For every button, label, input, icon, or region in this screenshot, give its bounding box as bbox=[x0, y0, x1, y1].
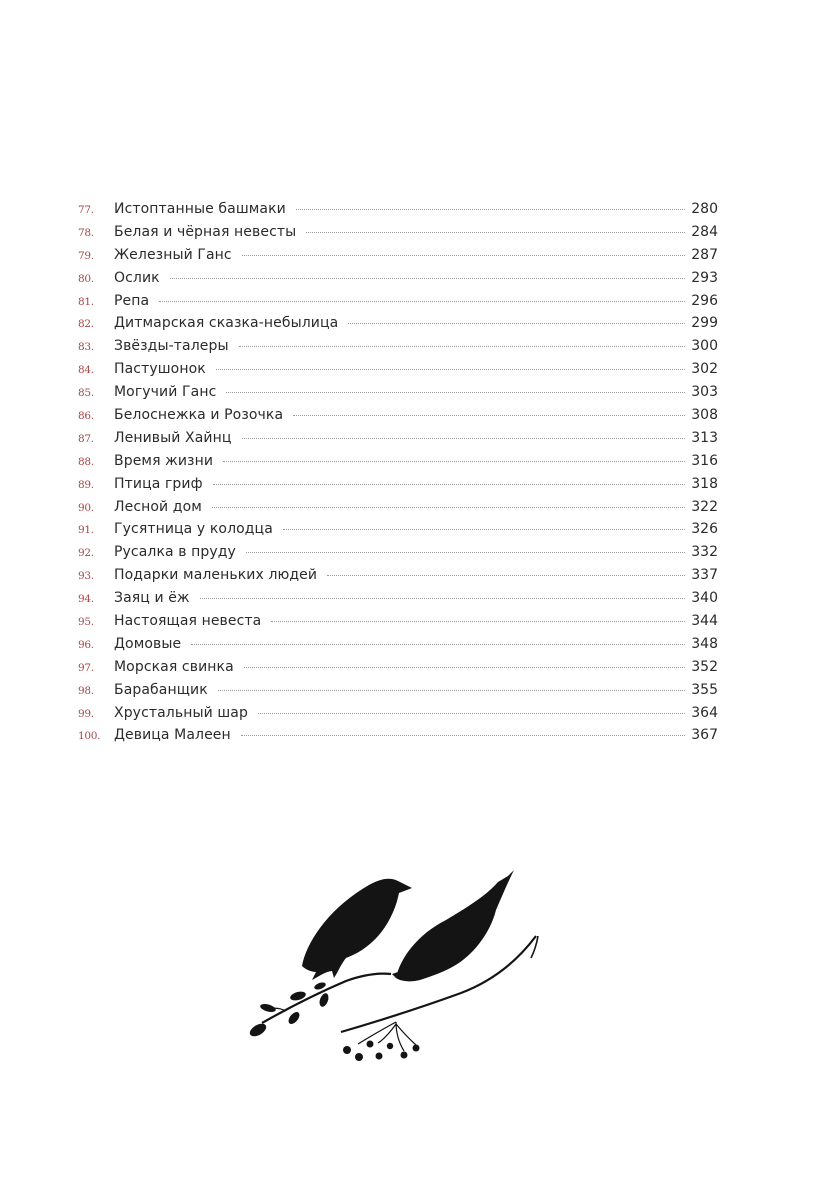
dot-leader bbox=[216, 368, 685, 370]
toc-entry-title: Железный Ганс bbox=[114, 246, 232, 263]
toc-entry[interactable] bbox=[78, 381, 718, 404]
toc-entry-title: Звёзды-талеры bbox=[114, 338, 229, 355]
toc-entry[interactable] bbox=[78, 564, 718, 587]
dot-leader bbox=[218, 689, 686, 691]
toc-entry-page: 326 bbox=[691, 521, 718, 538]
toc-entry-title: Белая и чёрная невесты bbox=[114, 223, 297, 240]
toc-entry[interactable] bbox=[78, 679, 718, 702]
dot-leader bbox=[191, 643, 685, 645]
toc-entry-number: 89. bbox=[78, 478, 94, 491]
dot-leader bbox=[244, 666, 685, 668]
toc-entry-title: Дитмарская сказка-небылица bbox=[114, 315, 339, 332]
toc-entry-number: 96. bbox=[78, 638, 94, 651]
toc-entry-page: 355 bbox=[691, 681, 718, 698]
two-birds-on-branch-icon bbox=[246, 848, 556, 1078]
toc-entry[interactable] bbox=[78, 702, 718, 725]
toc-entry-number: 93. bbox=[78, 570, 94, 583]
toc-entry[interactable] bbox=[78, 518, 718, 541]
toc-entry[interactable] bbox=[78, 633, 718, 656]
dot-leader bbox=[159, 300, 685, 302]
toc-entry-title: Истоптанные башмаки bbox=[114, 201, 286, 217]
toc-entry[interactable] bbox=[78, 267, 718, 290]
toc-entry-number: 99. bbox=[78, 707, 94, 720]
dot-leader bbox=[293, 414, 685, 416]
toc-entry-page: 296 bbox=[691, 292, 718, 309]
toc-entry-page: 308 bbox=[691, 407, 718, 424]
dot-leader bbox=[241, 734, 686, 736]
toc-entry-title: Ленивый Хайнц bbox=[114, 429, 232, 446]
toc-entry-page: 367 bbox=[691, 727, 718, 744]
toc-entry[interactable] bbox=[78, 221, 718, 244]
toc-entry[interactable] bbox=[78, 450, 718, 473]
toc-entry[interactable] bbox=[78, 198, 718, 221]
toc-entry-title: Барабанщик bbox=[114, 681, 208, 698]
toc-entry[interactable] bbox=[78, 473, 718, 496]
toc-entry-number: 81. bbox=[78, 295, 94, 308]
toc-entry[interactable] bbox=[78, 244, 718, 267]
toc-entry-page: 302 bbox=[691, 361, 718, 378]
toc-entry[interactable] bbox=[78, 610, 718, 633]
toc-entry-title: Гусятница у колодца bbox=[114, 521, 273, 538]
toc-entry-page: 284 bbox=[691, 223, 718, 240]
table-of-contents bbox=[78, 198, 718, 747]
toc-entry[interactable] bbox=[78, 335, 718, 358]
toc-entry-page: 318 bbox=[691, 475, 718, 492]
dot-leader bbox=[258, 712, 685, 714]
dot-leader bbox=[271, 620, 685, 622]
toc-entry-number: 98. bbox=[78, 684, 94, 697]
toc-entry-title: Домовые bbox=[114, 635, 182, 652]
toc-entry[interactable] bbox=[78, 427, 718, 450]
toc-entry[interactable] bbox=[78, 312, 718, 335]
toc-entry-number: 97. bbox=[78, 661, 94, 674]
toc-entry-page: 280 bbox=[691, 201, 718, 217]
toc-entry-number: 78. bbox=[78, 226, 94, 239]
dot-leader bbox=[170, 277, 686, 279]
dot-leader bbox=[200, 597, 686, 599]
toc-entry-title: Лесной дом bbox=[114, 498, 202, 515]
toc-entry-number: 77. bbox=[78, 204, 94, 216]
toc-entry-title: Ослик bbox=[114, 269, 160, 286]
toc-entry-number: 79. bbox=[78, 249, 94, 262]
toc-entry-title: Морская свинка bbox=[114, 658, 234, 675]
toc-entry-title: Девица Малеен bbox=[114, 727, 231, 744]
toc-entry-number: 88. bbox=[78, 455, 94, 468]
toc-entry-page: 300 bbox=[691, 338, 718, 355]
toc-entry-number: 86. bbox=[78, 410, 94, 423]
toc-entry-page: 287 bbox=[691, 246, 718, 263]
toc-entry-page: 303 bbox=[691, 384, 718, 401]
toc-entry[interactable] bbox=[78, 290, 718, 313]
toc-entry-number: 85. bbox=[78, 387, 94, 400]
toc-entry-title: Время жизни bbox=[114, 452, 214, 469]
toc-entry-title: Заяц и ёж bbox=[114, 590, 190, 607]
toc-entry-title: Подарки маленьких людей bbox=[114, 567, 318, 584]
toc-entry-title: Птица гриф bbox=[114, 475, 203, 492]
toc-entry-page: 293 bbox=[691, 269, 718, 286]
dot-leader bbox=[242, 437, 686, 439]
toc-entry-number: 100. bbox=[78, 730, 101, 743]
toc-entry[interactable] bbox=[78, 404, 718, 427]
toc-entry-page: 337 bbox=[691, 567, 718, 584]
dot-leader bbox=[223, 460, 685, 462]
toc-entry-page: 364 bbox=[691, 704, 718, 721]
toc-entry-number: 95. bbox=[78, 616, 94, 629]
toc-entry-title: Репа bbox=[114, 292, 150, 309]
toc-entry[interactable] bbox=[78, 724, 718, 747]
toc-entry-title: Хрустальный шар bbox=[114, 704, 248, 721]
toc-entry-number: 83. bbox=[78, 341, 94, 354]
dot-leader bbox=[242, 254, 686, 256]
dot-leader bbox=[226, 391, 685, 393]
toc-entry-number: 90. bbox=[78, 501, 94, 514]
dot-leader bbox=[306, 231, 685, 233]
toc-entry-number: 92. bbox=[78, 547, 94, 560]
toc-entry-title: Могучий Ганс bbox=[114, 384, 217, 401]
toc-entry-page: 316 bbox=[691, 452, 718, 469]
toc-entry-number: 87. bbox=[78, 432, 94, 445]
toc-entry-page: 352 bbox=[691, 658, 718, 675]
toc-entry-page: 332 bbox=[691, 544, 718, 561]
toc-entry-number: 80. bbox=[78, 272, 94, 285]
toc-entry-title: Настоящая невеста bbox=[114, 613, 262, 630]
toc-entry-page: 313 bbox=[691, 429, 718, 446]
toc-entry-page: 348 bbox=[691, 635, 718, 652]
toc-entry[interactable] bbox=[78, 587, 718, 610]
toc-entry-number: 84. bbox=[78, 364, 94, 377]
dot-leader bbox=[246, 551, 685, 553]
toc-entry[interactable] bbox=[78, 656, 718, 679]
dot-leader bbox=[213, 483, 686, 485]
toc-entry-number: 94. bbox=[78, 593, 94, 606]
dot-leader bbox=[283, 528, 685, 530]
toc-entry-page: 322 bbox=[691, 498, 718, 515]
dot-leader bbox=[348, 322, 685, 324]
dot-leader bbox=[239, 345, 686, 347]
toc-entry-number: 82. bbox=[78, 318, 94, 331]
toc-entry[interactable] bbox=[78, 496, 718, 519]
toc-entry[interactable] bbox=[78, 358, 718, 381]
dot-leader bbox=[296, 208, 685, 210]
toc-entry-title: Русалка в пруду bbox=[114, 544, 236, 561]
toc-entry-number: 91. bbox=[78, 524, 94, 537]
toc-entry-page: 340 bbox=[691, 590, 718, 607]
dot-leader bbox=[212, 506, 685, 508]
toc-entry-title: Белоснежка и Розочка bbox=[114, 407, 284, 424]
toc-entry[interactable] bbox=[78, 541, 718, 564]
toc-entry-page: 299 bbox=[691, 315, 718, 332]
toc-entry-title: Пастушонок bbox=[114, 361, 206, 378]
toc-entry-page: 344 bbox=[691, 613, 718, 630]
dot-leader bbox=[327, 574, 685, 576]
